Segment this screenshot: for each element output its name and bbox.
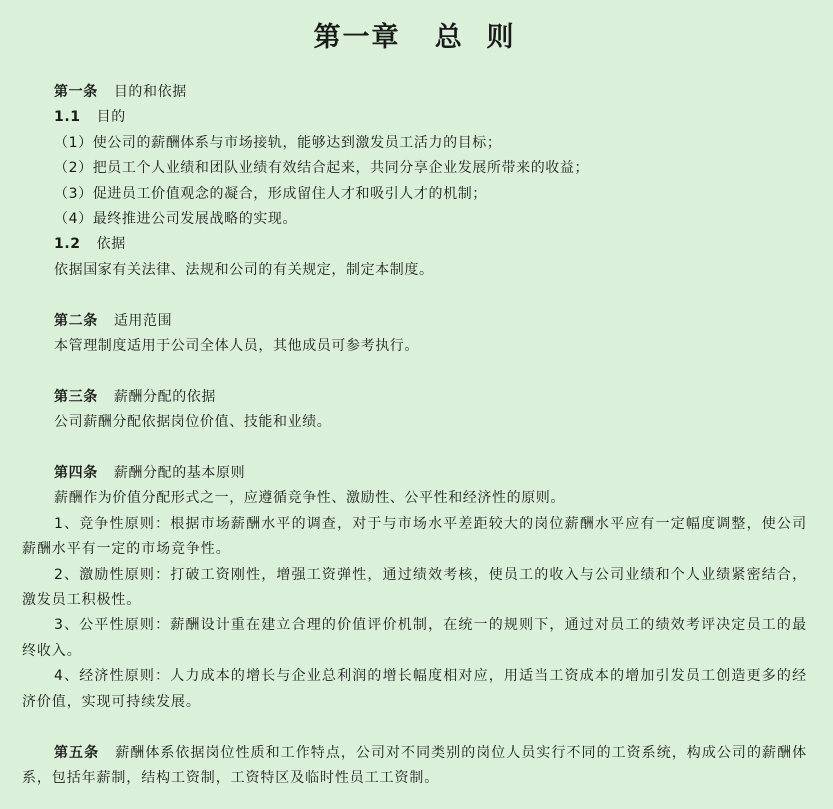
article-3-heading (22, 385, 807, 410)
principle-incentive: 2、激励性原则：打破工资刚性，增强工资弹性，通过绩效考核，使员工的收入与公司业绩和个人业绩紧密结合，激发员工积极性。 (22, 566, 807, 609)
purpose-item-4: （4）最终推进公司发展战略的实现。 (54, 211, 298, 228)
article-2-title: 适用范围 (113, 312, 173, 329)
spacer (22, 715, 807, 740)
article-5-body: 薪酬体系依据岗位性质和工作特点，公司对不同类别的岗位人员实行不同的工资系统，构成公司的薪酬体系，包括年薪制，结构工资制，工资特区及临时性员工工资制。 (22, 744, 807, 786)
section-1-1-number: 1.1 (54, 109, 81, 126)
chapter-title: 第一章 总 则 (313, 22, 516, 53)
section-1-2-title: 依据 (96, 236, 126, 253)
article-3-title: 薪酬分配的依据 (113, 388, 217, 405)
article-3-number: 第三条 (54, 388, 98, 405)
article-1-heading (22, 80, 807, 105)
article-4-number: 第四条 (54, 465, 98, 482)
article-4-intro: 薪酬作为价值分配形式之一，应遵循竞争性、激励性、公平性和经济性的原则。 (54, 490, 565, 507)
article-1-number: 第一条 (54, 84, 98, 100)
article-4-heading (22, 461, 807, 486)
article-2-body: 本管理制度适用于公司全体人员，其他成员可参考执行。 (54, 338, 419, 355)
principle-economy: 4、经济性原则：人力成本的增长与企业总利润的增长幅度相对应，用适当工资成本的增加引发员工创造更多的经济价值，实现可持续发展。 (22, 668, 807, 710)
basis-text: 依据国家有关法律、法规和公司的有关规定，制定本制度。 (54, 261, 434, 278)
principle-fairness: 3、公平性原则：薪酬设计重在建立合理的价值评价机制，在统一的规则下，通过对员工的绩效考评决定员工的最终收入。 (22, 617, 807, 659)
section-1-2-heading (22, 232, 807, 257)
spacer (22, 359, 807, 384)
purpose-item-3: （3）促进员工价值观念的凝合，形成留住人才和吸引人才的机制； (54, 185, 487, 202)
article-5-number: 第五条 (54, 744, 100, 761)
article-2-number: 第二条 (54, 312, 98, 329)
section-1-1-heading (22, 105, 807, 130)
article-4-title: 薪酬分配的基本原则 (113, 465, 246, 482)
section-1-1-title: 目的 (96, 109, 126, 126)
section-1-2-number: 1.2 (54, 236, 81, 253)
spacer (22, 436, 807, 461)
purpose-item-1: （1）使公司的薪酬体系与市场接轨，能够达到激发员工活力的目标； (54, 134, 502, 151)
article-1-title: 目的和依据 (113, 84, 187, 100)
article-3-body: 公司薪酬分配依据岗位价值、技能和业绩。 (54, 414, 332, 431)
principle-competitiveness: 1、竞争性原则：根据市场薪酬水平的调查，对于与市场水平差距较大的岗位薪酬水平应有一定幅度调整，使公司薪酬水平有一定的市场竞争性。 (22, 515, 807, 558)
spacer (22, 283, 807, 308)
article-2-heading (22, 309, 807, 334)
purpose-item-2: （2）把员工个人业绩和团队业绩有效结合起来，共同分享企业发展所带来的收益； (54, 160, 590, 177)
article-5-paragraph (22, 741, 807, 792)
